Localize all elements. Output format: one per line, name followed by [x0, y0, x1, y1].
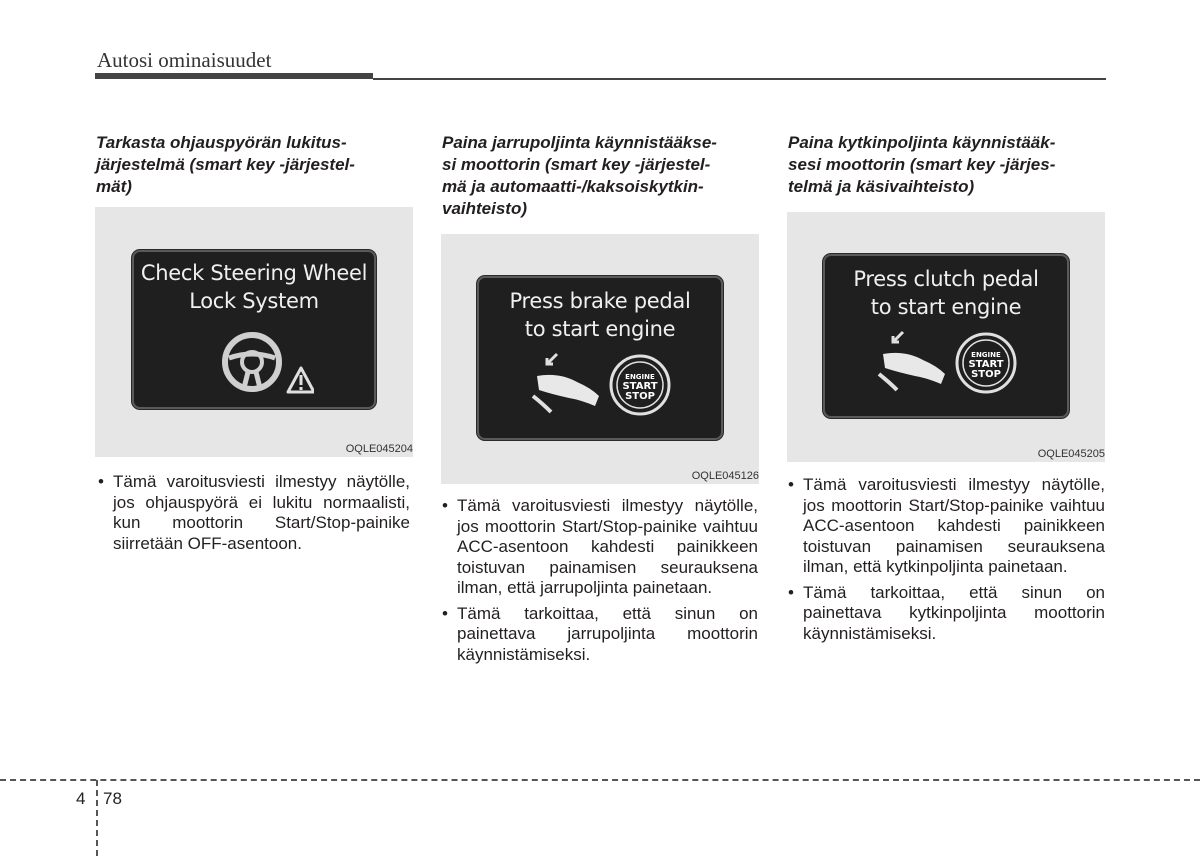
- start-stop-button-icon: [955, 332, 1017, 394]
- bullet-list: [788, 475, 1105, 649]
- cluster-display: Press brake pedal to start engine ENGINE START STOP: [477, 276, 723, 440]
- section-heading-brake-pedal: Paina jarrupoljinta käynnistääkse- si moottorin (smart key -järjestel- mä ja automaatti-/kaksoiskytkin- vaihteisto): [442, 133, 717, 218]
- svg-text:ENGINE: ENGINE: [625, 373, 655, 381]
- figure-code: OQLE045205: [1037, 448, 1105, 460]
- footer-rule: [0, 779, 1200, 781]
- bullet-list: [442, 496, 758, 670]
- running-header: Autosi ominaisuudet: [97, 48, 272, 72]
- list-item: • Tämä varoitusviesti ilmestyy näytölle, jos moottorin Start/Stop-painike vaihtuu ACC-asentoon kahdesti painikkeen toistuvan painamisen seurauksena ilman, että jarrupoljinta painetaan.: [442, 496, 758, 599]
- svg-text:ENGINE: ENGINE: [971, 351, 1001, 359]
- bullet-list: [98, 472, 410, 559]
- svg-text:STOP: STOP: [971, 369, 1001, 380]
- foot-pedal-icon: [875, 330, 955, 400]
- svg-text:START: START: [968, 359, 1004, 370]
- page-number: 78: [103, 789, 122, 808]
- chapter-number: 4: [76, 789, 86, 808]
- figure-clutch-pedal: [787, 212, 1105, 462]
- figure-steering-lock: [95, 207, 413, 457]
- header-rule-thin: [373, 78, 1106, 80]
- section-heading-clutch-pedal: Paina kytkinpoljinta käynnistääk- sesi moottorin (smart key -järjes- telmä ja käsivaihteisto): [788, 133, 1056, 196]
- cluster-display: Check Steering Wheel Lock System: [132, 250, 376, 409]
- start-stop-button-icon: [609, 354, 671, 416]
- figure-brake-pedal: [441, 234, 759, 484]
- header-rule-thick: [95, 73, 373, 79]
- figure-code: OQLE045204: [345, 443, 413, 455]
- list-item: • Tämä tarkoittaa, että sinun on painettava jarrupoljinta moottorin käynnistämiseksi.: [442, 604, 758, 666]
- cluster-display: Press clutch pedal to start engine ENGINE START STOP: [823, 254, 1069, 418]
- svg-text:START: START: [622, 381, 658, 392]
- svg-text:STOP: STOP: [625, 391, 655, 402]
- footer-divider: [96, 780, 98, 856]
- foot-pedal-icon: [529, 352, 609, 422]
- figure-code: OQLE045126: [691, 470, 759, 482]
- steering-wheel-warning-icon: [214, 328, 314, 398]
- section-heading-steering-lock: Tarkasta ohjauspyörän lukitus- järjestelmä (smart key -järjestel- mät): [96, 133, 355, 196]
- list-item: • Tämä tarkoittaa, että sinun on painettava kytkinpoljinta moottorin käynnistämiseksi.: [788, 583, 1105, 645]
- list-item: • Tämä varoitusviesti ilmestyy näytölle, jos moottorin Start/Stop-painike vaihtuu ACC-asentoon kahdesti painikkeen toistuvan painamisen seurauksena ilman, että kytkinpoljinta painetaan.: [788, 475, 1105, 578]
- list-item: • Tämä varoitusviesti ilmestyy näytölle, jos ohjauspyörä ei lukitu normaalisti, kun moottorin Start/Stop-painike siirretään OFF-asentoon.: [98, 472, 410, 554]
